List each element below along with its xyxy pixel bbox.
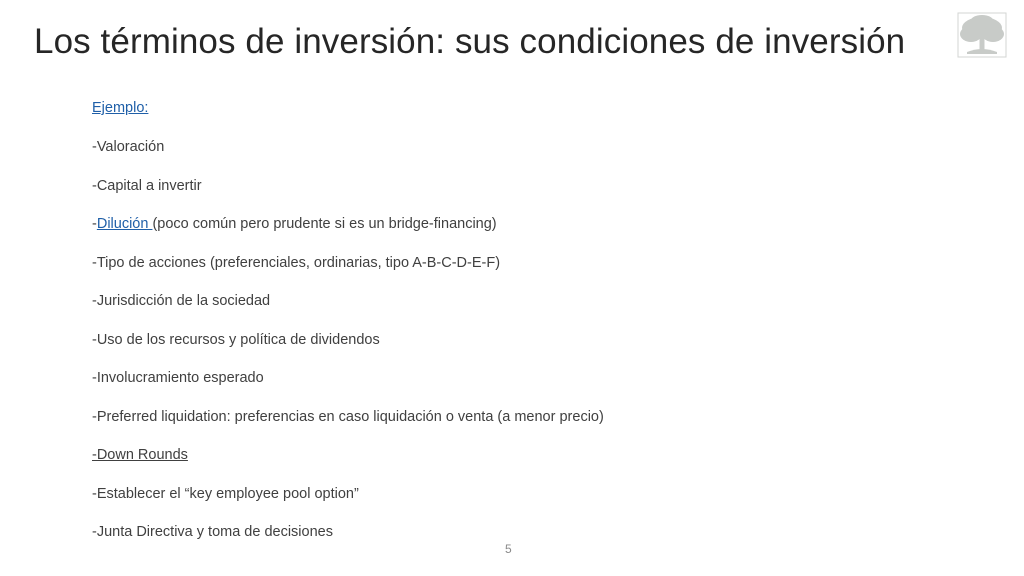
tree-icon [957, 12, 1007, 58]
page-number: 5 [505, 542, 512, 556]
list-item-tipo-acciones: -Tipo de acciones (preferenciales, ordinarias, tipo A-B-C-D-E-F) [92, 255, 501, 271]
list-item-key-employee: -Establecer el “key employee pool option” [92, 486, 359, 502]
list-item-valoracion: -Valoración [92, 139, 165, 155]
list-item-jurisdiccion: -Jurisdicción de la sociedad [92, 293, 271, 309]
list-item-capital: -Capital a invertir [92, 178, 202, 194]
list-item-uso-recursos: -Uso de los recursos y política de dividendos [92, 332, 380, 348]
list-item-preferred: -Preferred liquidation: preferencias en caso liquidación o venta (a menor precio) [92, 409, 604, 425]
list-item-involucramiento: -Involucramiento esperado [92, 370, 264, 386]
example-link[interactable]: Ejemplo: [92, 100, 149, 116]
dilucion-prefix: - [92, 216, 97, 232]
dilucion-link[interactable]: Dilución [96, 216, 153, 232]
list-item-down-rounds: -Down Rounds [92, 447, 188, 463]
dilucion-rest: (poco común pero prudente si es un bridge-financing) [152, 216, 497, 232]
list-item-dilucion [92, 214, 497, 234]
list-item-junta: -Junta Directiva y toma de decisiones [92, 524, 333, 540]
slide-title: Los términos de inversión: sus condiciones de inversión [34, 22, 906, 61]
